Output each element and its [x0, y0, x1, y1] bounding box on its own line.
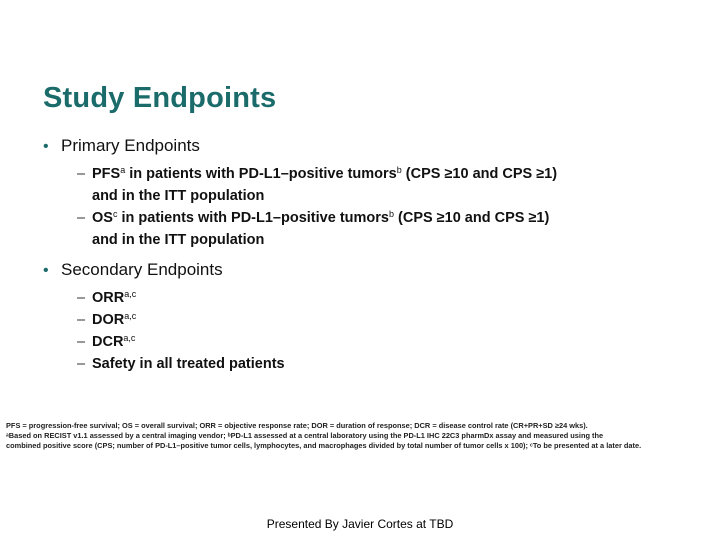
footnotes [6, 421, 711, 451]
dash-icon: – [77, 356, 86, 372]
dash-icon: – [77, 334, 86, 350]
list-item: – DCR$^{a,c}$ [77, 327, 135, 353]
footnote-line: PFS = progression-free survival; OS = overall survival; ORR = objective response rate; DOR = duration of response; DCR = disease control rate (CR+PR+SD ≥24 wks). [6, 421, 588, 430]
dash-icon: – [77, 210, 86, 226]
dash-icon: – [77, 166, 86, 182]
secondary-endpoints-heading: • Secondary Endpoints [43, 260, 223, 279]
list-item: – $OS^c$ in patients with PD-L1–positive tumors$^b$ (CPS ≥10 and CPS ≥1) and in the ITT population [77, 209, 550, 248]
list-item: – ORR$^{a,c}$ [77, 283, 136, 309]
dash-icon: – [77, 312, 86, 328]
bullet-icon: • [43, 262, 49, 279]
list-item: – PFS$^a$ in patients with PD-L1–positive tumors$^b$ (CPS ≥10 and CPS ≥1) and in the ITT population [77, 165, 558, 204]
primary-endpoints-heading: • Primary Endpoints [43, 136, 200, 155]
footnote-line: ᵃBased on RECIST v1.1 assessed by a central imaging vendor; ᵇPD-L1 assessed at a central laboratory using the PD-L1 IHC 22C3 pharmDx assay and measured using the [6, 431, 604, 440]
dash-icon: – [77, 290, 86, 306]
list-item: – Safety in all treated patients [77, 349, 285, 375]
page-title: Study Endpoints [43, 82, 277, 114]
list-item: – DOR$^{a,c}$ [77, 305, 136, 331]
bullet-icon: • [43, 138, 49, 155]
presenter-footer: Presented By Javier Cortes at TBD [266, 517, 454, 531]
footnote-line: combined positive score (CPS; number of PD-L1–positive tumor cells, lymphocytes, and macrophages divided by total number of tumor cells x 100); ᶜTo be presented at a later date. [6, 441, 642, 450]
